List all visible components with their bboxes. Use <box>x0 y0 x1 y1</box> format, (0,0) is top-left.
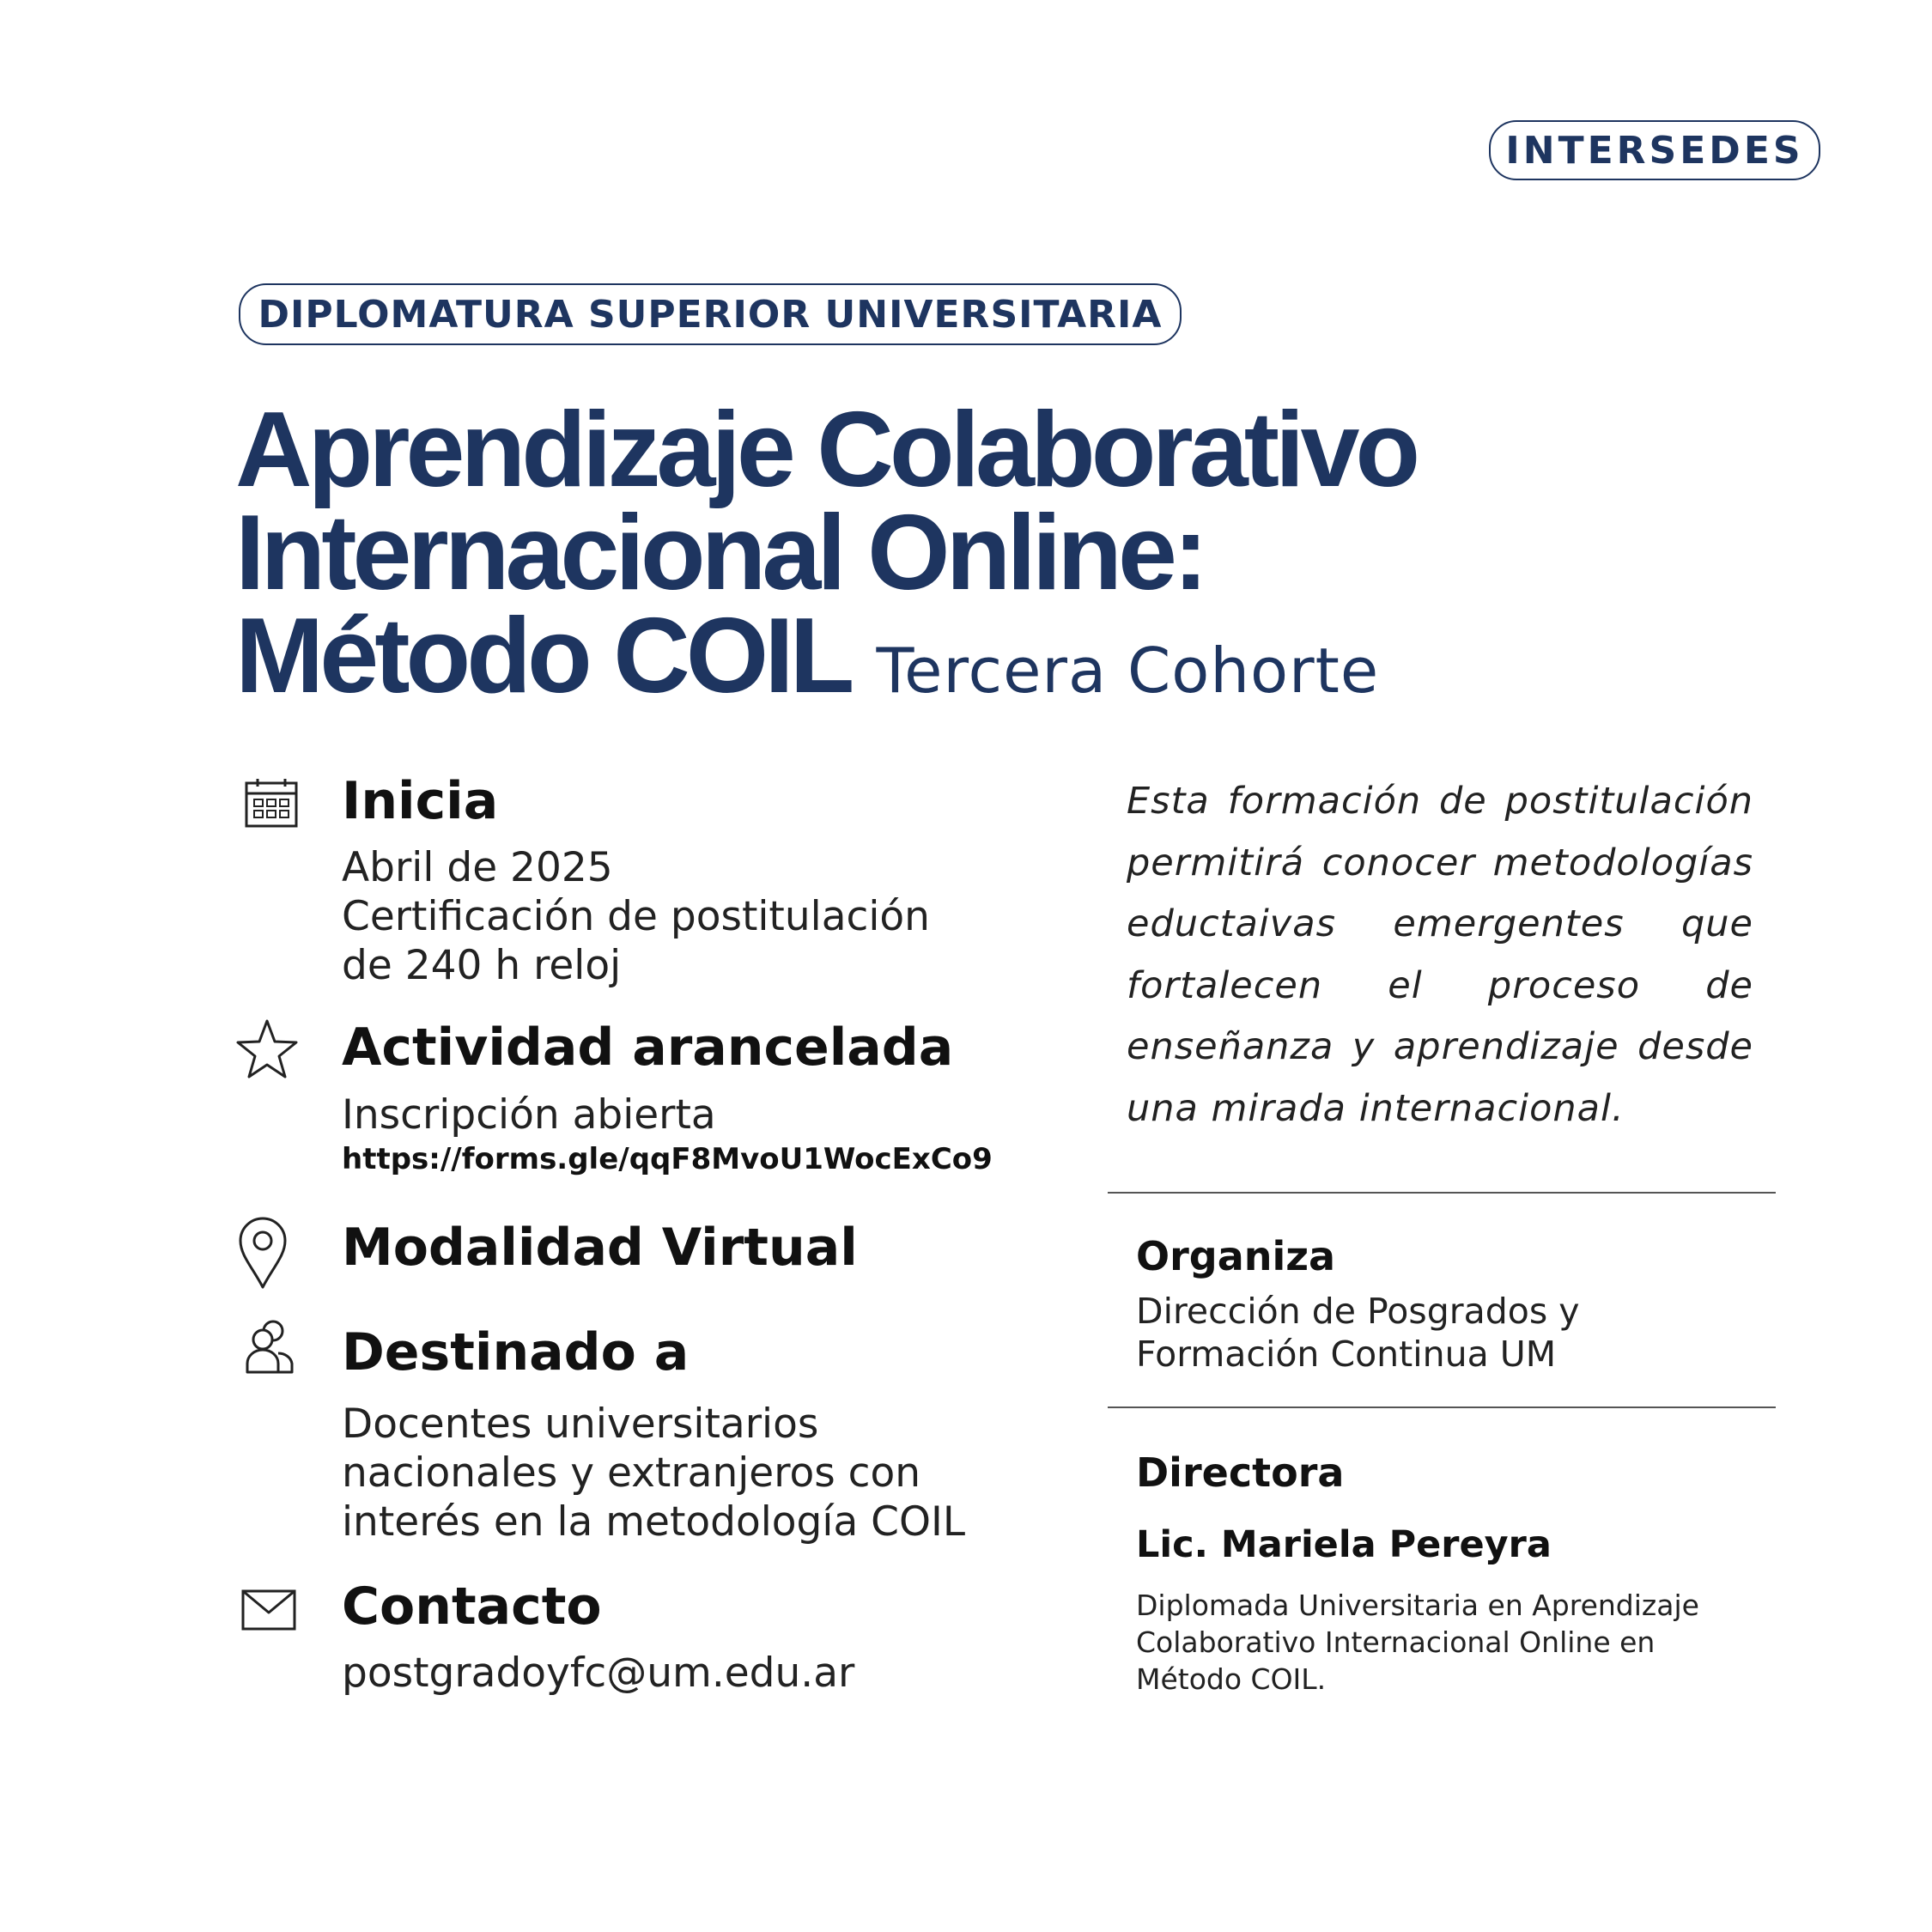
modalidad-heading: Modalidad Virtual <box>342 1218 858 1278</box>
people-icon <box>244 1319 295 1374</box>
page-title-line-3-text: Método COIL <box>235 597 851 715</box>
destinado-line-1: Docentes universitarios <box>342 1400 819 1448</box>
destinado-line-3: interés en la metodología COIL <box>342 1498 966 1546</box>
directora-credential-3: Método COIL. <box>1136 1662 1327 1696</box>
page-title-line-3 <box>235 597 1380 715</box>
contacto-heading: Contacto <box>342 1577 602 1637</box>
actividad-heading: Actividad arancelada <box>342 1018 954 1078</box>
divider-2 <box>1108 1406 1776 1408</box>
program-type-badge: DIPLOMATURA SUPERIOR UNIVERSITARIA <box>239 283 1182 345</box>
page-title-line-2: Internacional Online: <box>235 494 1205 612</box>
location-pin-icon <box>237 1216 289 1290</box>
organiza-line-2: Formación Continua UM <box>1136 1334 1557 1375</box>
program-description: Esta formación de postitulación permitirá conocer metodologías eductaivas emergentes que fortalecen el proceso de enseñanza y aprendizaje desde una mirada internacional. <box>1127 780 1753 1130</box>
directora-heading: Directora <box>1136 1449 1345 1496</box>
mail-icon <box>240 1589 297 1631</box>
inicia-hours: de 240 h reloj <box>342 942 622 989</box>
cohort-subtitle: Tercera Cohorte <box>876 635 1380 707</box>
inicia-heading: Inicia <box>342 771 499 831</box>
star-icon <box>235 1018 299 1080</box>
organiza-line-1: Dirección de Posgrados y <box>1136 1291 1580 1332</box>
directora-credential-2: Colaborativo Internacional Online en <box>1136 1625 1656 1659</box>
organiza-heading: Organiza <box>1136 1233 1336 1279</box>
directora-credential-1: Diplomada Universitaria en Aprendizaje <box>1136 1589 1699 1622</box>
contact-email[interactable]: postgradoyfc@um.edu.ar <box>342 1649 855 1697</box>
inscripcion-status: Inscripción abierta <box>342 1091 716 1139</box>
calendar-icon <box>244 778 299 829</box>
page-title-line-1: Aprendizaje Colaborativo <box>235 391 1417 509</box>
divider-1 <box>1108 1192 1776 1194</box>
inicia-certification: Certificación de postitulación <box>342 893 930 940</box>
inicia-date: Abril de 2025 <box>342 844 613 891</box>
destinado-line-2: nacionales y extranjeros con <box>342 1449 921 1497</box>
intersedes-badge: INTERSEDES <box>1489 120 1820 180</box>
directora-name: Lic. Mariela Pereyra <box>1136 1523 1552 1566</box>
destinado-heading: Destinado a <box>342 1322 690 1382</box>
registration-link[interactable]: https://forms.gle/qqF8MvoU1WocExCo9 <box>342 1142 993 1176</box>
